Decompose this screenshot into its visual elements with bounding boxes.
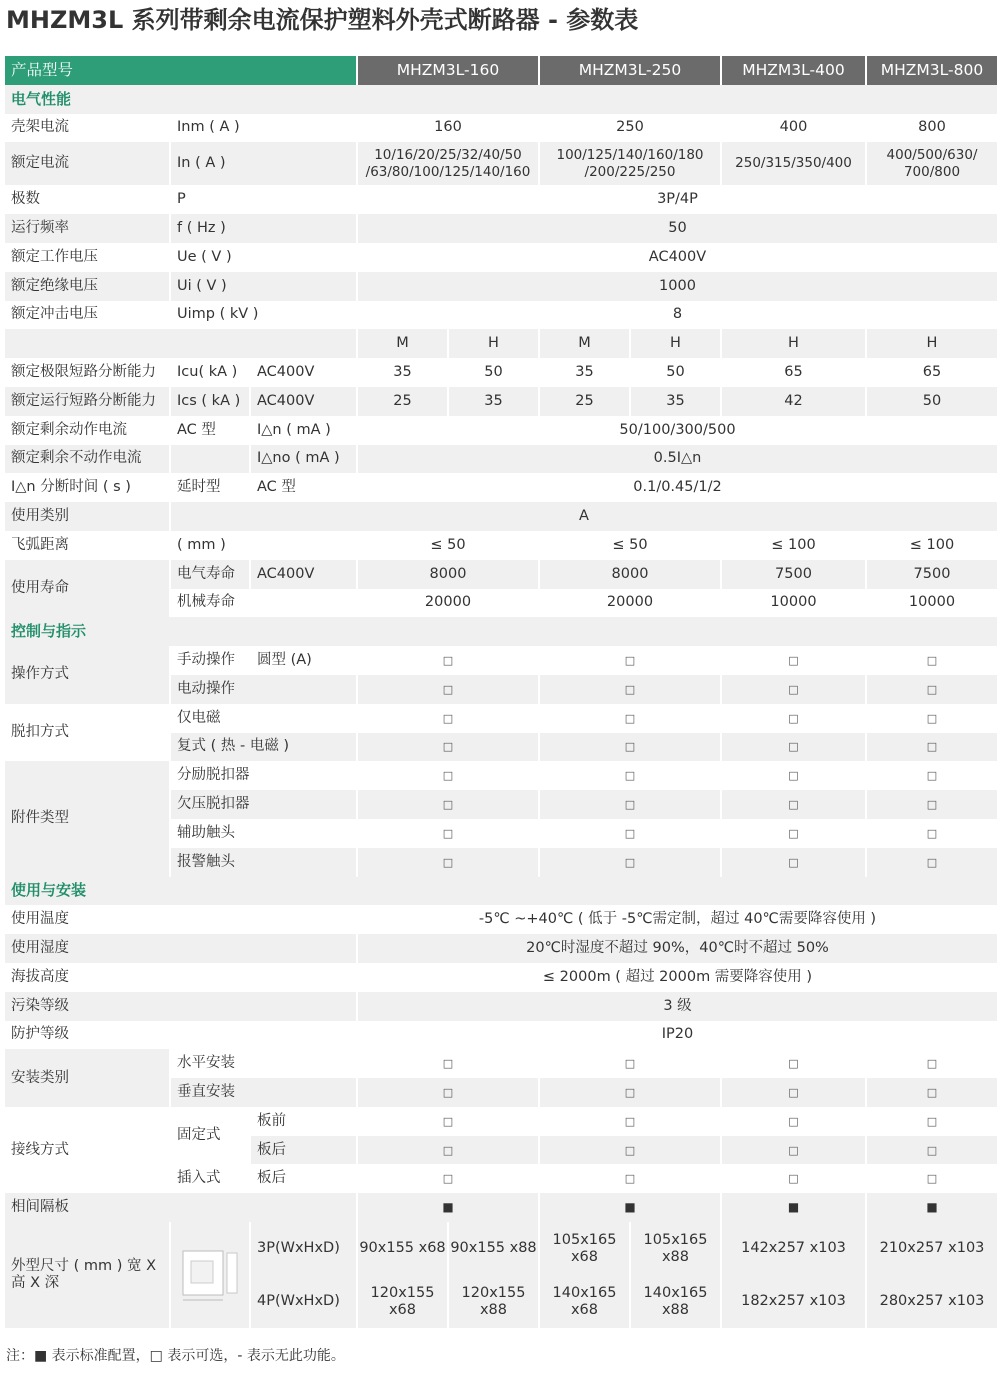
rated-current-unit: In ( A ) [171, 142, 356, 185]
dimension-3p: 105x165 x68 [540, 1222, 629, 1275]
arc-distance-label: 飞弧距离 [5, 531, 169, 560]
optional-mark: □ [867, 848, 997, 877]
icu-unit: Icu( kA ) [171, 358, 249, 387]
optional-mark: □ [540, 733, 720, 762]
work-voltage-label: 额定工作电压 [5, 243, 169, 272]
optional-mark: □ [540, 761, 720, 790]
optional-mark: □ [722, 1107, 865, 1136]
optional-mark: □ [358, 1107, 538, 1136]
break-time-subtype: AC 型 [251, 473, 356, 502]
optional-mark: □ [867, 646, 997, 675]
break-time-type: 延时型 [171, 473, 249, 502]
optional-mark: □ [540, 1136, 720, 1165]
arc-distance-800: ≤ 100 [867, 531, 997, 560]
icu-value: 35 [540, 358, 629, 387]
electrical-life-160: 8000 [358, 560, 538, 589]
mounting-horizontal-label: 水平安装 [171, 1049, 356, 1078]
wiring-plugin-label: 插入式 [171, 1164, 249, 1193]
accessory-item: 辅助触头 [171, 819, 356, 848]
dimension-3p: 90x155 x68 [358, 1222, 447, 1275]
grade-blank [5, 329, 356, 358]
grade-cell: H [631, 329, 720, 358]
optional-mark: □ [358, 646, 538, 675]
standard-mark: ■ [540, 1193, 720, 1222]
wiring-front-label: 板前 [251, 1107, 356, 1136]
rated-current-800: 400/500/630/ 700/800 [867, 142, 997, 185]
trip-magnetic-label: 仅电磁 [171, 704, 356, 733]
optional-mark: □ [722, 1136, 865, 1165]
arc-distance-unit: ( mm ) [171, 531, 356, 560]
optional-mark: □ [722, 1078, 865, 1107]
mechanical-life-400: 10000 [722, 589, 865, 618]
poles-label: 极数 [5, 185, 169, 214]
temperature-value: -5℃ ~+40℃ ( 低于 -5℃需定制，超过 40℃需要降容使用 ) [358, 905, 997, 934]
category-label: 使用类别 [5, 502, 169, 531]
standard-mark: ■ [867, 1193, 997, 1222]
poles-unit: P [171, 185, 356, 214]
protection-label: 防护等级 [5, 1021, 356, 1050]
dimensions-label: 外型尺寸 ( mm ) 宽 X 高 X 深 [5, 1222, 169, 1328]
optional-mark: □ [540, 704, 720, 733]
optional-mark: □ [358, 675, 538, 704]
standard-mark: ■ [722, 1193, 865, 1222]
optional-mark: □ [867, 1049, 997, 1078]
dimensions-4p-label: 4P(WxHxD) [251, 1275, 356, 1328]
accessory-item: 报警触头 [171, 848, 356, 877]
optional-mark: □ [867, 819, 997, 848]
optional-mark: □ [867, 704, 997, 733]
residual-action-label: 额定剩余动作电流 [5, 416, 169, 445]
optional-mark: □ [358, 1136, 538, 1165]
electrical-life-250: 8000 [540, 560, 720, 589]
mechanical-life-label: 机械寿命 [171, 589, 356, 618]
dimensions-3p-label: 3P(WxHxD) [251, 1222, 356, 1275]
header-model-label: 产品型号 [5, 56, 356, 85]
optional-mark: □ [722, 1049, 865, 1078]
category-value: A [171, 502, 997, 531]
icu-value: 35 [358, 358, 447, 387]
optional-mark: □ [540, 646, 720, 675]
pollution-value: 3 级 [358, 992, 997, 1021]
electrical-life-label: 电气寿命 [171, 560, 249, 589]
optional-mark: □ [867, 1164, 997, 1193]
frequency-unit: f ( Hz ) [171, 214, 356, 243]
frame-current-label: 壳架电流 [5, 114, 169, 143]
arc-distance-400: ≤ 100 [722, 531, 865, 560]
humidity-label: 使用湿度 [5, 934, 356, 963]
work-voltage-value: AC400V [358, 243, 997, 272]
insulation-voltage-value: 1000 [358, 272, 997, 301]
ics-label: 额定运行短路分断能力 [5, 387, 169, 416]
optional-mark: □ [722, 819, 865, 848]
optional-mark: □ [867, 733, 997, 762]
frame-current-unit: Inm ( A ) [171, 114, 356, 143]
optional-mark: □ [867, 675, 997, 704]
optional-mark: □ [540, 819, 720, 848]
dimension-4p: 120x155 x68 [358, 1275, 447, 1328]
optional-mark: □ [867, 761, 997, 790]
optional-mark: □ [722, 704, 865, 733]
icu-value: 65 [867, 358, 997, 387]
temperature-label: 使用温度 [5, 905, 356, 934]
trip-compound-label: 复式 ( 热 - 电磁 ) [171, 733, 356, 762]
electrical-life-800: 7500 [867, 560, 997, 589]
altitude-label: 海拔高度 [5, 963, 356, 992]
icu-value: 65 [722, 358, 865, 387]
life-label: 使用寿命 [5, 560, 169, 618]
ics-value: 35 [449, 387, 538, 416]
dimension-3p: 105x165 x88 [631, 1222, 720, 1275]
altitude-value: ≤ 2000m ( 超过 2000m 需要降容使用 ) [358, 963, 997, 992]
header-model-250: MHZM3L-250 [540, 56, 720, 85]
impulse-voltage-value: 8 [358, 301, 997, 330]
manual-operation-type: 圆型 (A) [251, 646, 356, 675]
breaker-diagram-icon [177, 1245, 243, 1305]
optional-mark: □ [358, 704, 538, 733]
insulation-voltage-unit: Ui ( V ) [171, 272, 356, 301]
legend-note: 注：■ 表示标准配置，□ 表示可选，- 表示无此功能。 [6, 1348, 345, 1364]
frame-current-400: 400 [722, 114, 865, 143]
electrical-life-voltage: AC400V [251, 560, 356, 589]
wiring-plugin-rear-label: 板后 [251, 1164, 356, 1193]
dimension-3p: 142x257 x103 [722, 1222, 865, 1275]
poles-value: 3P/4P [358, 185, 997, 214]
section-install: 使用与安装 [5, 877, 997, 906]
mounting-vertical-label: 垂直安装 [171, 1078, 356, 1107]
ics-value: 25 [540, 387, 629, 416]
trip-label: 脱扣方式 [5, 704, 169, 762]
ics-value: 50 [867, 387, 997, 416]
optional-mark: □ [358, 1078, 538, 1107]
insulation-voltage-label: 额定绝缘电压 [5, 272, 169, 301]
ics-value: 42 [722, 387, 865, 416]
grade-cell: M [540, 329, 629, 358]
dimension-4p: 280x257 x103 [867, 1275, 997, 1328]
wiring-rear-label: 板后 [251, 1136, 356, 1165]
accessories-label: 附件类型 [5, 761, 169, 876]
optional-mark: □ [540, 675, 720, 704]
impulse-voltage-label: 额定冲击电压 [5, 301, 169, 330]
optional-mark: □ [722, 761, 865, 790]
mounting-label: 安装类别 [5, 1049, 169, 1107]
section-electrical: 电气性能 [5, 85, 997, 114]
ics-unit: Ics ( kA ) [171, 387, 249, 416]
header-model-160: MHZM3L-160 [358, 56, 538, 85]
frame-current-160: 160 [358, 114, 538, 143]
optional-mark: □ [867, 790, 997, 819]
optional-mark: □ [867, 1107, 997, 1136]
optional-mark: □ [722, 646, 865, 675]
ics-value: 25 [358, 387, 447, 416]
grade-cell: H [722, 329, 865, 358]
frame-current-800: 800 [867, 114, 997, 143]
wiring-fixed-label: 固定式 [171, 1107, 249, 1165]
page-title: MHZM3L 系列带剩余电流保护塑料外壳式断路器 - 参数表 [6, 6, 639, 34]
optional-mark: □ [358, 819, 538, 848]
optional-mark: □ [358, 1049, 538, 1078]
optional-mark: □ [867, 1078, 997, 1107]
pollution-label: 污染等级 [5, 992, 356, 1021]
optional-mark: □ [358, 1164, 538, 1193]
optional-mark: □ [540, 1049, 720, 1078]
parameter-table [5, 56, 994, 1328]
optional-mark: □ [358, 848, 538, 877]
dimension-4p: 140x165 x88 [631, 1275, 720, 1328]
residual-non-action-value: 0.5I△n [358, 445, 997, 474]
grade-cell: H [867, 329, 997, 358]
grade-cell: M [358, 329, 447, 358]
optional-mark: □ [540, 790, 720, 819]
icu-label: 额定极限短路分断能力 [5, 358, 169, 387]
accessory-item: 分励脱扣器 [171, 761, 356, 790]
break-time-value: 0.1/0.45/1/2 [358, 473, 997, 502]
header-model-400: MHZM3L-400 [722, 56, 865, 85]
mechanical-life-160: 20000 [358, 589, 538, 618]
dimension-3p: 210x257 x103 [867, 1222, 997, 1275]
manual-operation-label: 手动操作 [171, 646, 249, 675]
optional-mark: □ [358, 790, 538, 819]
grade-cell: H [449, 329, 538, 358]
rated-current-400: 250/315/350/400 [722, 142, 865, 185]
dimension-4p: 182x257 x103 [722, 1275, 865, 1328]
header-model-800: MHZM3L-800 [867, 56, 997, 85]
wiring-label: 接线方式 [5, 1107, 169, 1193]
standard-mark: ■ [358, 1193, 538, 1222]
optional-mark: □ [722, 790, 865, 819]
section-control: 控制与指示 [5, 617, 997, 646]
dimension-4p: 120x155 x88 [449, 1275, 538, 1328]
impulse-voltage-unit: Uimp ( kV ) [171, 301, 356, 330]
optional-mark: □ [540, 1078, 720, 1107]
optional-mark: □ [540, 1164, 720, 1193]
work-voltage-unit: Ue ( V ) [171, 243, 356, 272]
residual-action-unit: I△n ( mA ) [251, 416, 356, 445]
optional-mark: □ [358, 733, 538, 762]
rated-current-160: 10/16/20/25/32/40/50 /63/80/100/125/140/160 [358, 142, 538, 185]
break-time-label: I△n 分断时间 ( s ) [5, 473, 169, 502]
optional-mark: □ [722, 733, 865, 762]
breaker-diagram [171, 1222, 249, 1328]
dimension-3p: 90x155 x88 [449, 1222, 538, 1275]
barrier-label: 相间隔板 [5, 1193, 356, 1222]
arc-distance-250: ≤ 50 [540, 531, 720, 560]
mechanical-life-250: 20000 [540, 589, 720, 618]
ics-voltage: AC400V [251, 387, 356, 416]
residual-non-action-unit: I△no ( mA ) [251, 445, 356, 474]
electrical-life-400: 7500 [722, 560, 865, 589]
optional-mark: □ [540, 848, 720, 877]
residual-action-type: AC 型 [171, 416, 249, 445]
optional-mark: □ [722, 675, 865, 704]
protection-value: IP20 [358, 1021, 997, 1050]
icu-value: 50 [631, 358, 720, 387]
mechanical-life-800: 10000 [867, 589, 997, 618]
optional-mark: □ [540, 1107, 720, 1136]
electric-operation-label: 电动操作 [171, 675, 356, 704]
ics-value: 35 [631, 387, 720, 416]
humidity-value: 20℃时湿度不超过 90%，40℃时不超过 50% [358, 934, 997, 963]
arc-distance-160: ≤ 50 [358, 531, 538, 560]
frame-current-250: 250 [540, 114, 720, 143]
accessory-item: 欠压脱扣器 [171, 790, 356, 819]
dimension-4p: 140x165 x68 [540, 1275, 629, 1328]
rated-current-250: 100/125/140/160/180 /200/225/250 [540, 142, 720, 185]
optional-mark: □ [867, 1136, 997, 1165]
residual-non-action-blank [171, 445, 249, 474]
rated-current-label: 额定电流 [5, 142, 169, 185]
optional-mark: □ [722, 848, 865, 877]
optional-mark: □ [722, 1164, 865, 1193]
residual-action-value: 50/100/300/500 [358, 416, 997, 445]
operation-label: 操作方式 [5, 646, 169, 704]
residual-non-action-label: 额定剩余不动作电流 [5, 445, 169, 474]
frequency-value: 50 [358, 214, 997, 243]
optional-mark: □ [358, 761, 538, 790]
icu-voltage: AC400V [251, 358, 356, 387]
frequency-label: 运行频率 [5, 214, 169, 243]
icu-value: 50 [449, 358, 538, 387]
